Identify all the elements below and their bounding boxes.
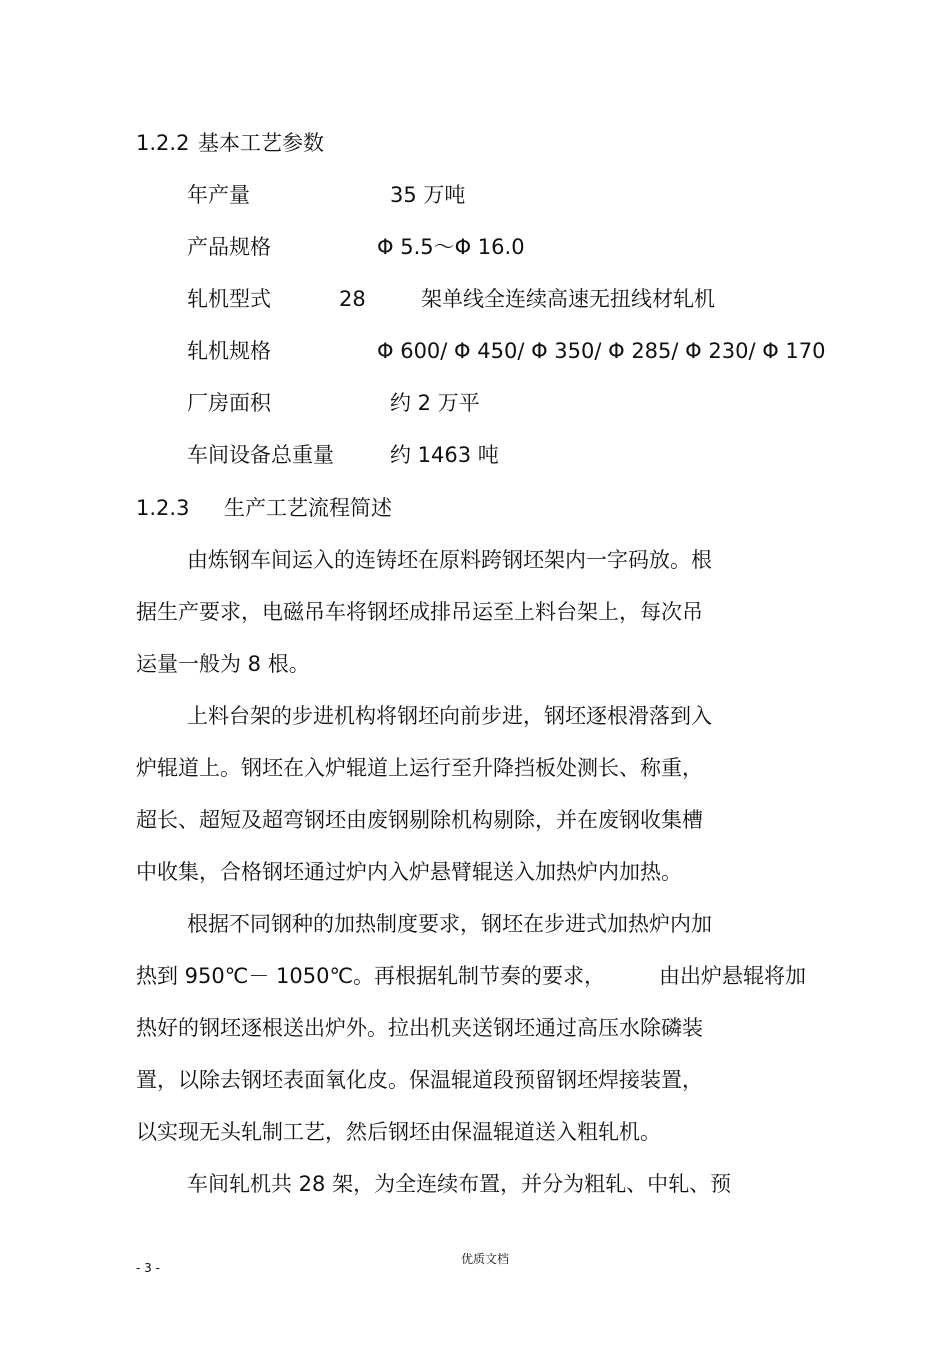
param-label-plant-area: 厂房面积 — [187, 391, 271, 415]
section-number-123: 1.2.3 — [136, 496, 190, 520]
param-label-mill-type: 轧机型式 — [187, 287, 271, 311]
body-line: 据生产要求，电磁吊车将钢坯成排吊运至上料台架上，每次吊 — [136, 600, 703, 624]
param-value-mill-spec: Φ 600/ Φ 450/ Φ 350/ Φ 285/ Φ 230/ Φ 170 — [377, 339, 826, 363]
body-line: 由出炉悬辊将加 — [659, 964, 806, 988]
body-line: 由炼钢车间运入的连铸坯在原料跨钢坯架内一字码放。根 — [187, 548, 712, 572]
param-value-mill-type: 架单线全连续高速无扭线材轧机 — [421, 287, 715, 311]
param-label-equipment-weight: 车间设备总重量 — [187, 443, 334, 467]
param-value-mill-count: 28 — [339, 287, 366, 311]
body-line: 车间轧机共 28 架，为全连续布置，并分为粗轧、中轧、预 — [187, 1172, 732, 1196]
footer-watermark-text: 优质文档 — [461, 1252, 510, 1266]
body-line: 置，以除去钢坯表面氧化皮。保温辊道段预留钢坯焊接装置， — [136, 1068, 703, 1092]
body-line: 根据不同钢种的加热制度要求，钢坯在步进式加热炉内加 — [187, 912, 712, 936]
param-label-annual-output: 年产量 — [187, 183, 250, 207]
page-number: - 3 - — [136, 1261, 160, 1275]
body-line: 以实现无头轧制工艺，然后钢坯由保温辊道送入粗轧机。 — [136, 1120, 661, 1144]
param-value-annual-output: 35 万吨 — [390, 183, 466, 207]
body-line: 热好的钢坯逐根送出炉外。拉出机夹送钢坯通过高压水除磷装 — [136, 1016, 703, 1040]
body-line: 中收集，合格钢坯通过炉内入炉悬臂辊送入加热炉内加热。 — [136, 860, 682, 884]
body-line: 炉辊道上。钢坯在入炉辊道上运行至升降挡板处测长、称重， — [136, 756, 703, 780]
param-label-mill-spec: 轧机规格 — [187, 339, 271, 363]
body-line: 热到 950℃－ 1050℃。再根据轧制节奏的要求， — [136, 964, 606, 988]
section-title-123: 生产工艺流程简述 — [224, 496, 392, 520]
body-line: 运量一般为 8 根。 — [136, 652, 310, 676]
param-value-product-spec: Φ 5.5～Φ 16.0 — [377, 235, 525, 259]
param-label-product-spec: 产品规格 — [187, 235, 271, 259]
param-value-equipment-weight: 约 1463 吨 — [390, 443, 499, 467]
body-line: 超长、超短及超弯钢坯由废钢剔除机构剔除，并在废钢收集槽 — [136, 808, 703, 832]
body-line: 上料台架的步进机构将钢坯向前步进，钢坯逐根滑落到入 — [187, 704, 712, 728]
section-number-122: 1.2.2 — [136, 131, 190, 155]
param-value-plant-area: 约 2 万平 — [390, 391, 480, 415]
section-title-122: 基本工艺参数 — [198, 131, 324, 155]
